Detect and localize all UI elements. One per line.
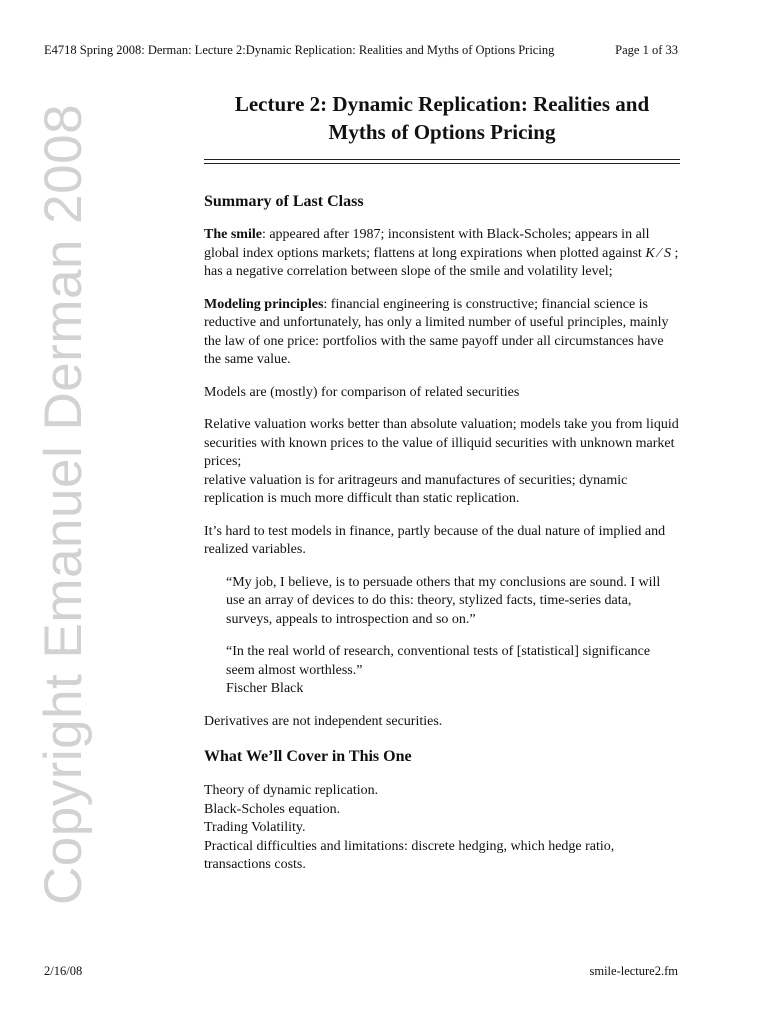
footer-filename: smile-lecture2.fm [589,964,678,978]
modeling-text: : financial engineering is constructive; financial science is reductive and unfortunately, has only a limited number of useful principles, mainly the law of one price: portfolios with the same payoff under all circumstances have the same value. [204,296,669,367]
derivatives-paragraph: Derivatives are not independent securities. [204,713,443,729]
title-double-rule [204,159,680,164]
lecture-content [204,90,680,875]
smile-text-2: ; has a negative correlation between slope of the smile and volatility level; [204,245,679,279]
hard-to-test-paragraph: It’s hard to test models in finance, partly because of the dual nature of implied and realized variables. [204,523,666,557]
lecture-title [204,90,680,146]
lecture-title-line-1: Lecture 2: Dynamic Replication: Realities and [234,92,650,116]
cover-list [204,782,680,875]
cover-item: Black-Scholes equation. [204,801,341,817]
cover-item: Practical difficulties and limitations: discrete hedging, which hedge ratio, transactions costs. [204,838,615,872]
black-quote-2: “In the real world of research, conventional tests of [statistical] significance seem almost worthless.” [226,644,651,678]
cover-item: Theory of dynamic replication. [204,783,379,798]
lecture-title-line-2: Myths of Options Pricing [328,120,556,144]
running-title: E4718 Spring 2008: Derman: Lecture 2:Dynamic Replication: Realities and Myths of Options Pricing [44,43,555,57]
smile-paragraph [204,226,680,282]
modeling-lead: Modeling principles [204,296,324,312]
black-quote-1: “My job, I believe, is to persuade others that my conclusions are sound. I will use an array of devices to do this: theory, stylized facts, time-series data, surveys, appeals to introspection and so on.” [226,574,661,627]
models-comparison-paragraph: Models are (mostly) for comparison of related securities [204,384,520,400]
quote-author: Fischer Black [226,681,304,696]
summary-heading: Summary of Last Class [204,193,364,210]
page-number: Page 1 of 33 [615,43,678,57]
ks-formula: K ⁄ S [645,245,671,261]
cover-item: Trading Volatility. [204,820,306,835]
smile-lead: The smile [204,227,262,242]
relative-valuation-paragraph-1: Relative valuation works better than absolute valuation; models take you from liquid securities with known prices to the value of illiquid securities with unknown market prices; [204,417,679,469]
copyright-watermark: Copyright Emanuel Derman 2008 [34,103,93,905]
cover-heading: What We’ll Cover in This One [204,748,412,765]
relative-valuation-paragraph-2: relative valuation is for aritrageurs and manufactures of securities; dynamic replication is much more difficult than static replication. [204,472,628,506]
modeling-principles-paragraph [204,296,680,370]
footer-date: 2/16/08 [44,964,83,978]
smile-text-1: : appeared after 1987; inconsistent with Black-Scholes; appears in all global index options markets; flattens at long expirations when plotted against [204,227,650,261]
